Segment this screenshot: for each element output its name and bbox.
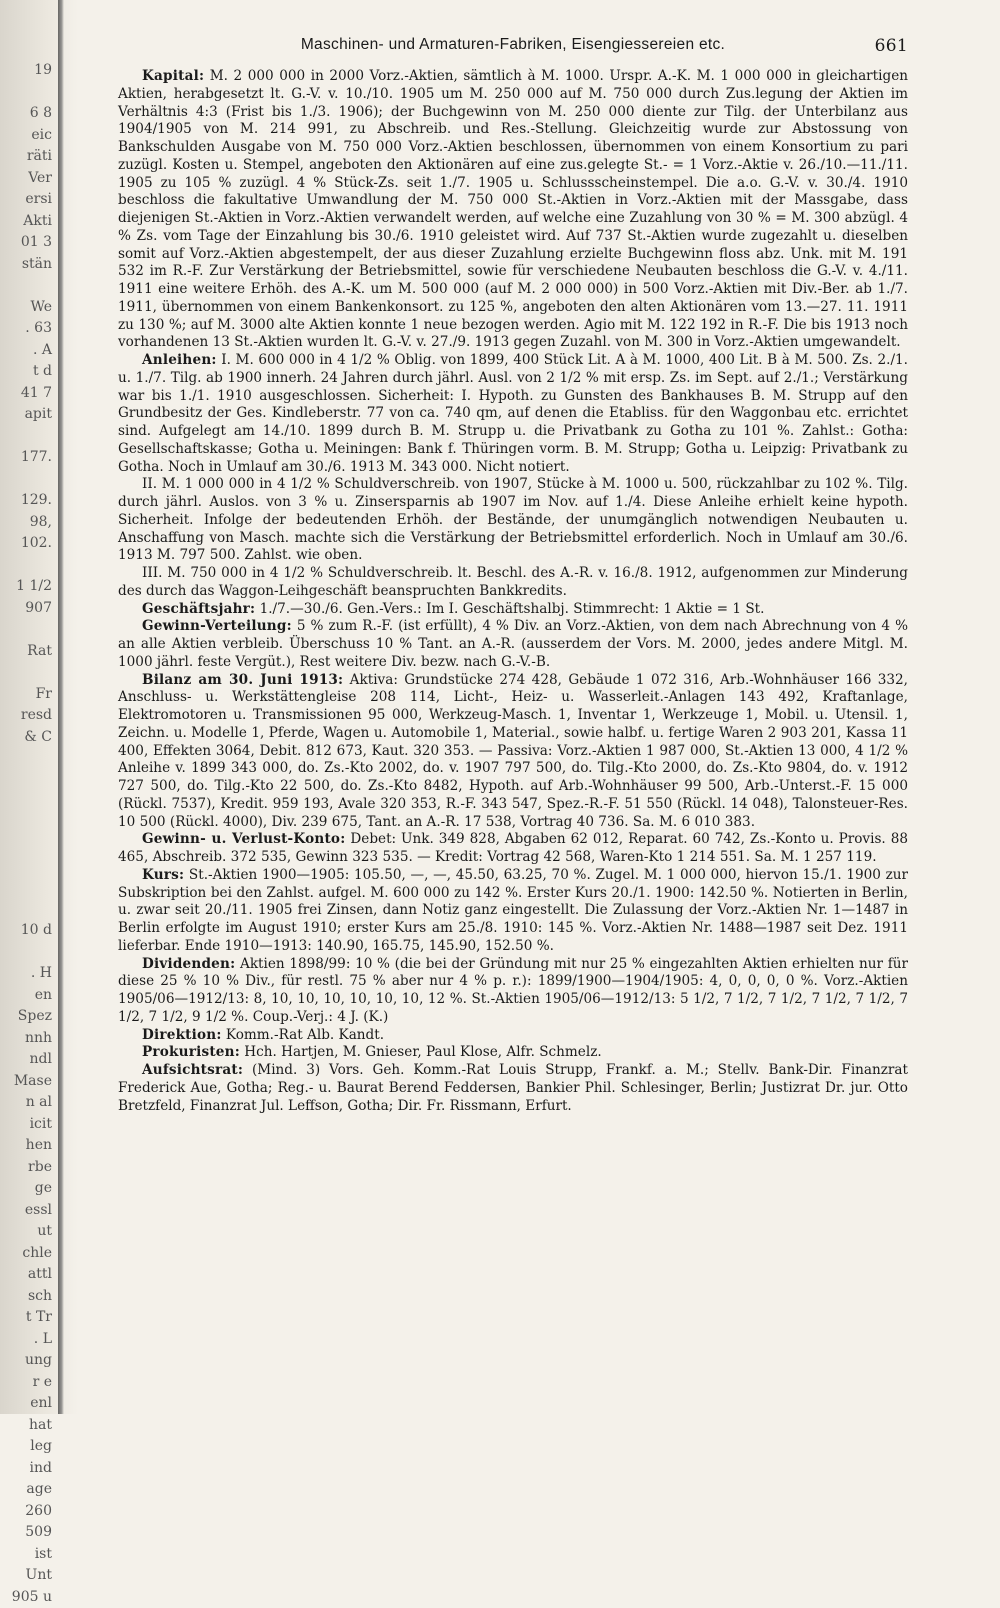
margin-fragment: 102. [0,533,56,555]
margin-fragment [0,856,56,878]
paragraph-text: Aktien 1898/99: 10 % (die bei der Gründung mit nur 25 % eingezahlten Aktien erhielten nur für diese 25 % 10 % Div., für restl. 75 % aber nur 4 % p. r.): 1899/1900—1904/1905: 4, 0, 0, 0, 0 %. Vorz.-Aktien 1905/06—1912/13: 8, 10, 10, 10, 10, 10, 10, 12 %. St.-Aktien 1905/06—1912/13: 5 1/2, 7 1/2, 7 1/2, 7 1/2, 7 1/2, 7 1/2, 7 1/2, 9 1/2 %. Coup.-Verj.: 4 J. (K.) [118,956,908,1025]
margin-fragment: sch [0,1286,56,1308]
margin-fragment [0,469,56,491]
margin-fragment [0,275,56,297]
margin-fragment: 6 8 [0,103,56,125]
margin-fragment: leg [0,1436,56,1458]
margin-fragment [0,877,56,899]
paragraph-text: 1./7.—30./6. Gen.-Vers.: Im I. Geschäftshalbj. Stimmrecht: 1 Aktie = 1 St. [260,601,765,617]
margin-fragment [0,662,56,684]
margin-fragment [0,82,56,104]
margin-fragment: t Tr [0,1307,56,1329]
margin-fragment: ist [0,1544,56,1566]
paragraph-gewinn-verteilung [118,618,908,671]
paragraph-text: Hch. Hartjen, M. Gnieser, Paul Klose, Alfr. Schmelz. [244,1044,601,1060]
margin-fragment: icit [0,1114,56,1136]
margin-fragment: r e [0,1372,56,1394]
margin-fragment [0,834,56,856]
paragraph-text: Aktiva: Grundstücke 274 428, Gebäude 1 072 316, Arb.-Wohnhäuser 166 332, Anschluss- u. Werkstättengleise 208 114, Licht-, Heiz- u. Wasserleit.-Anlagen 143 492, Kraftanlage, Elektromotoren u. Transmissionen 95 000, Werkzeug-Masch. 1, Inventar 1, Werkzeuge 1, Mobil. u. Utensil. 1, Zeichn. u. Modelle 1, Pferde, Wagen u. Automobile 1, Material., sowie halbf. u. fertige Waren 2 903 201, Kassa 11 400, Effekten 3064, Debit. 812 673, Kaut. 320 353. — Passiva: Vorz.-Aktien 1 987 000, St.-Aktien 13 000, 4 1/2 % Anleihe v. 1899 343 000, do. Zs.-Kto 2002, do. v. 1907 797 500, do. Tilg.-Kto 2000, do. Zs.-Kto 9804, do. v. 1912 727 500, do. Tilg.-Kto 22 500, do. Zs.-Kto 8482, Hypoth. auf Arb.-Wohnhäuser 99 500, Arb.-Unterst.-F. 15 000 (Rückl. 7537), Kredit. 959 193, Avale 320 353, R.-F. 343 547, Spez.-R.-F. 51 550 (Rückl. 14 048), Talonsteuer-Res. 10 500 (Rückl. 4000), Div. 239 675, Tant. an A.-R. 17 538, Vortrag 40 736. Sa. M. 6 010 383. [118,672,908,830]
margin-fragment: rbe [0,1157,56,1179]
margin-fragment: 509 [0,1522,56,1544]
margin-fragment: . A [0,340,56,362]
running-head [118,36,908,62]
margin-fragment [0,791,56,813]
margin-fragment: stän [0,254,56,276]
margin-fragment: essl [0,1200,56,1222]
margin-fragment [0,899,56,921]
binding-gutter [58,0,64,1414]
paragraph-text: 5 % zum R.-F. (ist erfüllt), 4 % Div. an Vorz.-Aktien, von dem nach Abrechnung von 4 % an alle Aktien verbleib. Überschuss 10 % Tant. an A.-R. (ausserdem der Vors. M. 2000, jedes andere Mitgl. M. 1000 jährl. feste Vergüt.), Rest weitere Div. bezw. nach G.-V.-B. [118,618,908,670]
paragraph-anleihe-2 [118,476,908,565]
margin-fragment: ge [0,1178,56,1200]
margin-fragment: Unt [0,1565,56,1587]
margin-fragment: apit [0,404,56,426]
margin-fragment: hat [0,1415,56,1437]
margin-fragment: We [0,297,56,319]
paragraph-text: I. M. 600 000 in 4 1/2 % Oblig. von 1899, 400 Stück Lit. A à M. 1000, 400 Lit. B à M. 500. Zs. 2./1. u. 1./7. Tilg. ab 1900 innerh. 24 Jahren durch jährl. Ausl. von 2 1/2 % mit ersp. Zs. im Sept. auf 2./1.; Verstärkung war bis 1./1. 1910 ausgeschlossen. Sicherheit: I. Hypoth. zu Gunsten des Bankhauses B. M. Strupp auf den Grundbesitz der Ges. Kindleberstr. 77 von ca. 740 qm, auf denen die Etabliss. für den Waggonbau etc. errichtet sind. Aufgelegt am 14./10. 1899 durch B. M. Strupp u. die Privatbank zu Gotha zu 101 %. Zahlst.: Gotha: Gesellschaftskasse; Gotha u. Meiningen: Bank f. Thüringen vorm. B. M. Strupp; Gotha u. Leipzig: Privatbank zu Gotha. Noch in Umlauf am 30./6. 1913 M. 343 000. Nicht notiert. [118,352,908,475]
margin-fragment: 129. [0,490,56,512]
margin-fragment: Rat [0,641,56,663]
margin-fragment: 41 7 [0,383,56,405]
paragraph-label: Aufsichtsrat: [142,1062,243,1078]
paragraph-label: Direktion: [142,1027,222,1043]
paragraph-label: Anleihen: [142,352,217,368]
paragraph-text: St.-Aktien 1900—1905: 105.50, —, —, 45.50, 63.25, 70 %. Zugel. M. 1 000 000, hiervon 15./1. 1900 zur Subskription bei den Zahlst. aufgel. M. 600 000 zu 142 %. Erster Kurs 20./1. 1900: 142.50 %. Notierten in Berlin, u. zwar seit 20./11. 1905 frei Zinsen, dann Notiz ganz eingestellt. Die Zulassung der Vorz.-Aktien Nr. 1—1487 in Berlin erfolgte im August 1910; erster Kurs am 25./8. 1910: 145 %. Vorz.-Aktien Nr. 1488—1987 seit Dez. 1911 lieferbar. Ende 1910—1913: 140.90, 165.75, 145.90, 152.50 %. [118,867,908,954]
margin-fragment [0,942,56,964]
margin-fragment: . H [0,963,56,985]
margin-fragment: chle [0,1243,56,1265]
margin-fragment: Mase [0,1071,56,1093]
margin-fragment [0,813,56,835]
paragraph-gewinn-verlust [118,831,908,867]
margin-fragment: Fr [0,684,56,706]
margin-fragment: en [0,985,56,1007]
margin-fragment: räti [0,146,56,168]
margin-fragment: 10 d [0,920,56,942]
paragraph-label: Bilanz am 30. Juni 1913: [142,672,343,688]
paragraph-dividenden [118,956,908,1027]
paragraph-label: Dividenden: [142,956,235,972]
margin-fragment: 907 [0,598,56,620]
margin-fragment: t d [0,361,56,383]
margin-fragment: 1 1/2 [0,576,56,598]
margin-fragment: . L [0,1329,56,1351]
paragraph-text: II. M. 1 000 000 in 4 1/2 % Schuldverschreib. von 1907, Stücke à M. 1000 u. 500, rückzahlbar zu 102 %. Tilg. durch jährl. Auslos. von 3 % u. Zinsersparnis ab 1907 im Nov. auf 1./4. Diese Anleihe erhielt keine hypoth. Sicherheit. Infolge der bedeutenden Erhöh. der Bestände, der unumgänglich notwendigen Neubauten u. Anschaffung von Masch. machte sich die Verstärkung der Betriebsmittel erforderlich. Noch in Umlauf am 30./6. 1913 M. 797 500. Zahlst. wie oben. [118,476,908,563]
margin-fragment [0,555,56,577]
margin-fragment: resd [0,705,56,727]
paragraph-aufsichtsrat [118,1062,908,1115]
margin-fragment: attl [0,1264,56,1286]
margin-fragment: ndl [0,1049,56,1071]
margin-fragment: 19 [0,60,56,82]
paragraph-text: Debet: Unk. 349 828, Abgaben 62 012, Reparat. 60 742, Zs.-Konto u. Provis. 88 465, Abschreib. 372 535, Gewinn 323 535. — Kredit: Vortrag 42 568, Waren-Kto 1 214 551. Sa. M. 1 257 119. [118,831,908,865]
paragraph-text: M. 2 000 000 in 2000 Vorz.-Aktien, sämtlich à M. 1000. Urspr. A.-K. M. 1 000 000 in gleichartigen Aktien, herabgesetzt lt. G.-V. v. 10./10. 1905 um M. 250 000 auf M. 750 000 durch Zus.legung der Aktien im Verhältnis 4:3 (Frist bis 1./3. 1906); der Buchgewinn von M. 250 000 diente zur Tilg. der Unterbilanz aus 1904/1905 von M. 214 991, zu Abschreib. und Res.-Stellung. Gleichzeitig wurde zur Abstossung von Bankschulden Ausgabe von M. 750 000 Vorz.-Aktien beschlossen, übernommen von einem Konsortium zu pari zuzügl. Kosten u. Stempel, angeboten den Aktionären auf eine zus.gelegte St.- = 1 Vorz.-Aktie v. 26./10.—11./11. 1905 zu 105 % zuzügl. 4 % Stück-Zs. seit 1./7. 1905 u. Schlussscheinstempel. Die a.o. G.-V. v. 30./4. 1910 beschloss die fakultative Umwandlung der M. 750 000 St.-Aktien in Vorz.-Aktien mit der Massgabe, dass diejenigen St.-Aktien in Vorz.-Aktien verwandelt werden, auf welche eine Zuzahlung von 30 % = M. 300 abzügl. 4 % Zs. vom Tage der Einzahlung bis 30./6. 1910 geleistet wird. Auf 737 St.-Aktien wurde zugezahlt u. dieselben somit auf Vorz.-Aktien abgestempelt, der aus dieser Zuzahlung erzielte Buchgewinn floss abz. Unk. mit M. 191 532 im R.-F. Zur Verstärkung der Betriebsmittel, sowie für verschiedene Neubauten beschloss die G.-V. v. 4./11. 1911 eine weitere Erhöh. des A.-K. um M. 500 000 (auf M. 2 000 000) in 500 Vorz.-Aktien mit Div.-Ber. ab 1./7. 1911, übernommen von einem Bankenkonsort. zu 125 %, angeboten den alten Aktionären vom 13.—27. 11. 1911 zu 130 %; auf M. 3000 alte Aktien konnte 1 neue bezogen werden. Agio mit M. 122 192 in R.-F. Die bis 1913 noch vorhandenen 13 St.-Aktien wurden lt. G.-V. v. 27./9. 1913 gegen Zuzahl. von M. 300 in Vorz.-Aktien umgewandelt. [118,68,908,350]
margin-fragment: 260 [0,1501,56,1523]
margin-fragment: . 63 [0,318,56,340]
margin-fragment: ut [0,1221,56,1243]
margin-fragment: Akti [0,211,56,233]
margin-fragment: Spez [0,1006,56,1028]
paragraph-prokuristen [118,1044,908,1062]
paragraph-kurs [118,867,908,956]
margin-fragment: ung [0,1350,56,1372]
paragraph-kapital [118,68,908,352]
paragraph-direktion [118,1027,908,1045]
margin-fragment [0,426,56,448]
paragraph-text: (Mind. 3) Vors. Geh. Komm.-Rat Louis Strupp, Frankf. a. M.; Stellv. Bank-Dir. Finanzrat Frederick Aue, Gotha; Reg.- u. Baurat Berend Feddersen, Bankier Phil. Schlesinger, Berlin; Justizrat Dr. jur. Otto Bretzfeld, Finanzrat Jul. Leffson, Gotha; Dir. Fr. Rissmann, Erfurt. [118,1062,908,1114]
margin-fragment: age [0,1479,56,1501]
paragraph-label: Geschäftsjahr: [142,601,255,617]
paragraph-label: Gewinn- u. Verlust-Konto: [142,831,345,847]
margin-fragment: 905 u [0,1587,56,1608]
margin-fragment: 98, [0,512,56,534]
margin-fragment: ersi [0,189,56,211]
paragraph-bilanz [118,672,908,832]
paragraph-text: Komm.-Rat Alb. Kandt. [226,1027,384,1043]
running-head-title: Maschinen- und Armaturen-Fabriken, Eisengiessereien etc. [301,36,725,53]
page [118,36,908,1115]
paragraph-geschaeftsjahr [118,601,908,619]
paragraph-label: Prokuristen: [142,1044,240,1060]
margin-fragment: 01 3 [0,232,56,254]
paragraph-label: Kapital: [142,68,204,84]
facing-page-fragments [0,60,56,1608]
margin-fragment: 177. [0,447,56,469]
paragraph-label: Kurs: [142,867,184,883]
page-number: 661 [875,36,908,56]
body-text [118,68,908,1115]
margin-fragment: ind [0,1458,56,1480]
margin-fragment: enl [0,1393,56,1415]
margin-fragment [0,770,56,792]
margin-fragment: eic [0,125,56,147]
paragraph-anleihe-3 [118,565,908,601]
margin-fragment [0,748,56,770]
margin-fragment: Ver [0,168,56,190]
paragraph-anleihen [118,352,908,476]
paragraph-label: Gewinn-Verteilung: [142,618,292,634]
margin-fragment [0,619,56,641]
margin-fragment: nnh [0,1028,56,1050]
margin-fragment: n al [0,1092,56,1114]
paragraph-text: III. M. 750 000 in 4 1/2 % Schuldverschreib. lt. Beschl. des A.-R. v. 16./8. 1912, aufgenommen zur Minderung des durch das Waggon-Leihgeschäft beanspruchten Bankkredits. [118,565,908,599]
margin-fragment: & C [0,727,56,749]
margin-fragment: hen [0,1135,56,1157]
